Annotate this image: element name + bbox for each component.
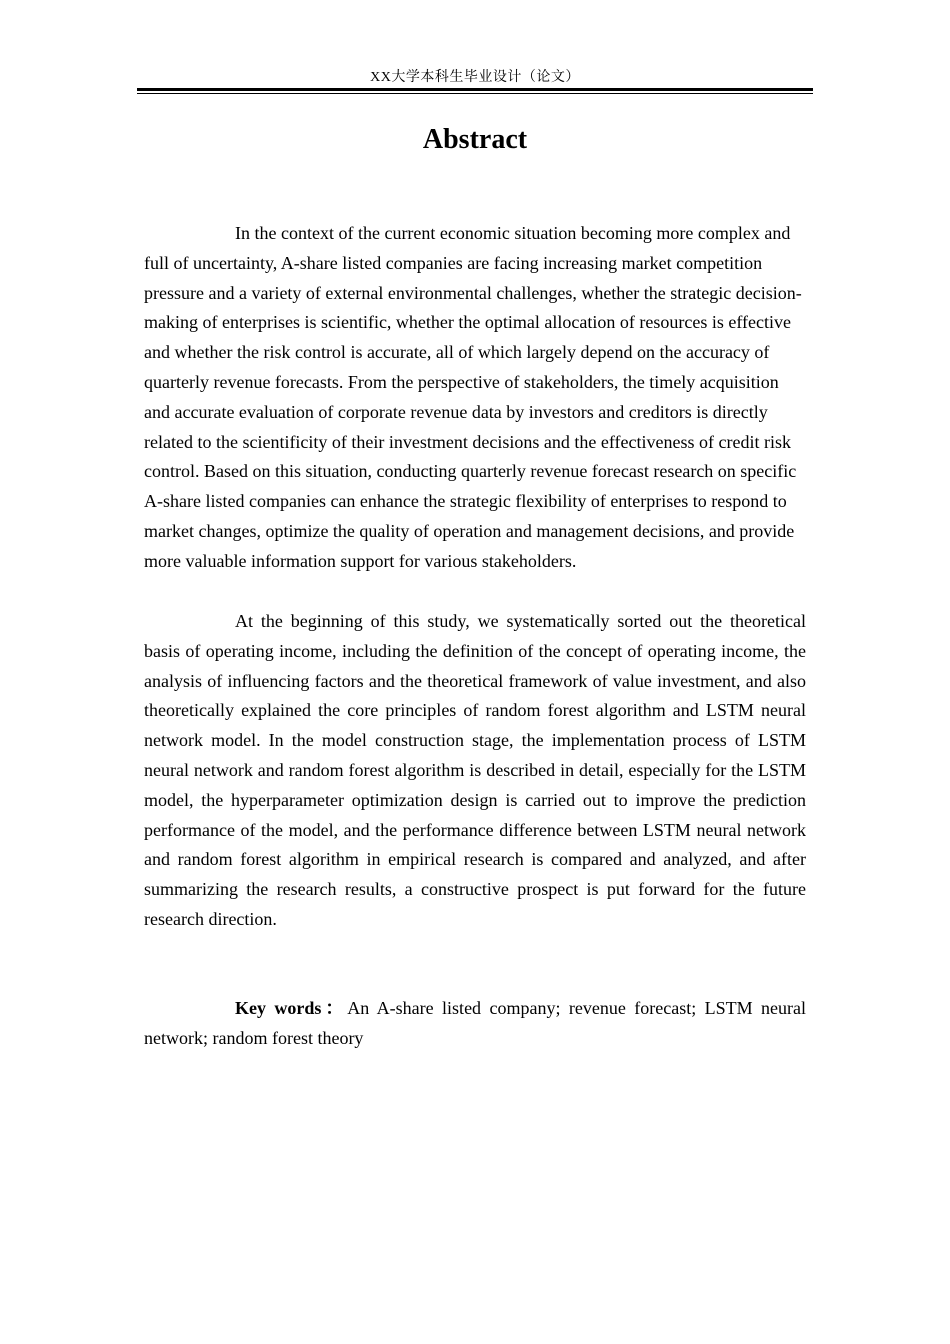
keywords-label: Key words： — [235, 998, 348, 1018]
header-rule-thin — [137, 93, 813, 94]
running-header: XX大学本科生毕业设计（论文） — [370, 70, 580, 85]
abstract-paragraph-2-block — [144, 607, 806, 935]
abstract-title: Abstract — [422, 124, 528, 155]
keywords-block — [144, 994, 806, 1054]
abstract-paragraph-2: At the beginning of this study, we systematically sorted out the theoretical basis of operating income, including the definition of the concept of operating income, the analysis of influencing factors and the theoretical framework of value investment, and also theoretically explained the core principles of random forest algorithm and LSTM neural network model. In the model construction stage, the implementation process of LSTM neural network and random forest algorithm is described in detail, especially for the LSTM model, the hyperparameter optimization design is carried out to improve the prediction performance of the model, and the performance difference between LSTM neural network and random forest algorithm in empirical research is compared and analyzed, and after summarizing the research results, a constructive prospect is put forward for the future research direction. — [144, 611, 806, 929]
abstract-paragraph-1: In the context of the current economic situation becoming more complex and full of uncertainty, A-share listed companies are facing increasing market competition pressure and a variety of external environmental challenges, whether the strategic decision-making of enterprises is scientific, whether the optimal allocation of resources is effective and whether the risk control is accurate, all of which largely depend on the accuracy of quarterly revenue forecasts. From the perspective of stakeholders, the timely acquisition and accurate evaluation of corporate revenue data by investors and creditors is directly related to the scientificity of their investment decisions and the effectiveness of credit risk control. Based on this situation, conducting quarterly revenue forecast research on specific A-share listed companies can enhance the strategic flexibility of enterprises to respond to market changes, optimize the quality of operation and management decisions, and provide more valuable information support for various stakeholders. — [144, 223, 802, 571]
keywords-line — [144, 994, 806, 1054]
keywords-text: An A-share listed company; revenue forecast; LSTM neural network; random forest theory — [144, 998, 807, 1048]
abstract-paragraph-1-block — [144, 219, 806, 577]
header-rule-thick — [137, 88, 813, 91]
